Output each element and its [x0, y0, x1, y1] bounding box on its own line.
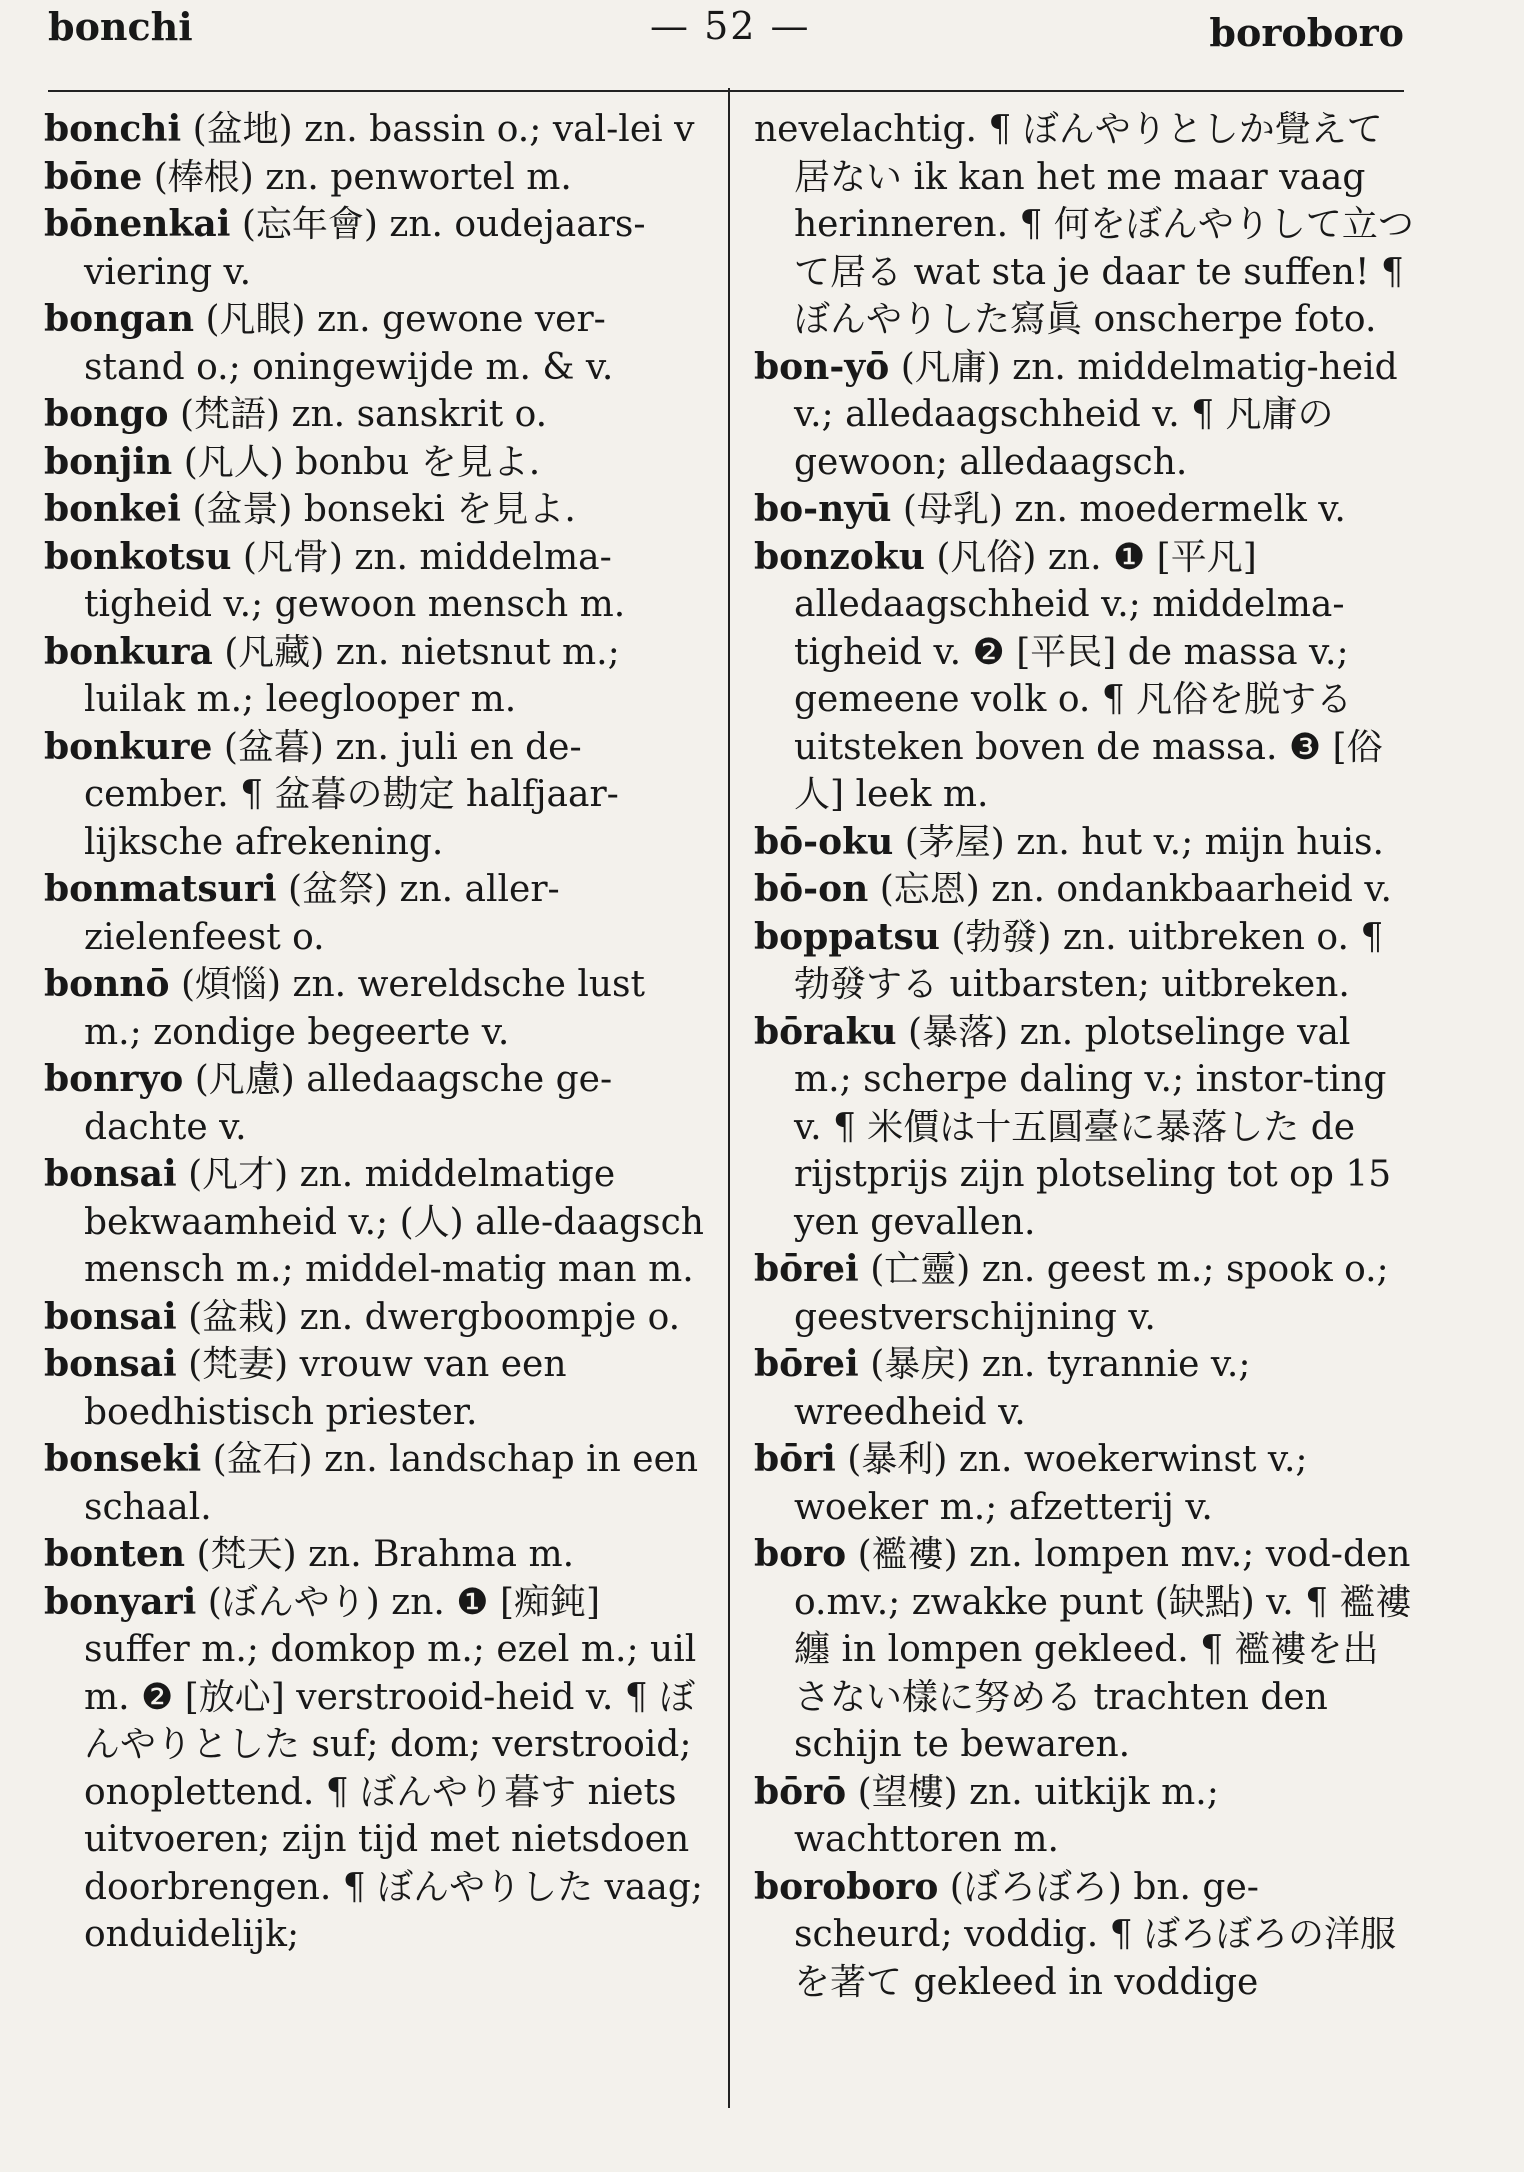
definition: (暴落) zn. plotselinge val m.; scherpe daling v.; instor-ting v. ¶ 米價は十五圓臺に暴落した de rijstprijs zijn plotseling tot op 15 yen gevallen.: [794, 1011, 1392, 1243]
definition: (忘年會) zn. oudejaars-viering v.: [84, 204, 646, 293]
definition: (ぼんやり) zn. ❶ [痴鈍] suffer m.; domkop m.; ezel m.; uil m. ❷ [放心] verstrooid-heid v. ¶ ぼんやりとした suf; dom; verstrooid; onoplettend. ¶ ぼんやり暮す niets uitvoeren; zijn tijd met nietsdoen doorbrengen. ¶ ぼんやりした vaag; onduidelijk;: [84, 1581, 703, 1955]
headword: bonkotsu: [44, 535, 232, 578]
entry: [44, 391, 704, 439]
headword: bonten: [44, 1533, 186, 1575]
definition: (茅屋) zn. hut v.; mijn huis.: [904, 821, 1384, 863]
entry: [44, 1151, 704, 1294]
headword: bonyari: [44, 1580, 197, 1623]
definition: (凡眼) zn. gewone ver-stand o.; oningewijde m. & v.: [84, 299, 614, 388]
headword: bōrei: [754, 1248, 859, 1290]
headword: bō-oku: [754, 820, 894, 863]
entry: [44, 1436, 704, 1531]
headword: bo-nyū: [754, 488, 892, 530]
entry: [44, 106, 704, 154]
headword: bonsai: [44, 1295, 177, 1338]
entry: [44, 1531, 704, 1579]
definition: (襤褸) zn. lompen mv.; vod-den o.mv.; zwakke punt (缺點) v. ¶ 襤褸纏 in lompen gekleed. ¶ 襤褸を出さない樣に努める trachten den schijn te bewaren.: [794, 1534, 1412, 1765]
definition: (盆栽) zn. dwergboompje o.: [188, 1296, 681, 1338]
headword: bonkei: [44, 488, 181, 530]
entry: [754, 1341, 1414, 1436]
definition: (勃發) zn. uitbreken o. ¶ 勃發する uitbarsten; uitbreken.: [794, 916, 1384, 1005]
headword: bonkura: [44, 630, 213, 673]
definition: (凡庸) zn. middelmatig-heid v.; alledaagschheid v. ¶ 凡庸の gewoon; alledaagsch.: [794, 346, 1398, 483]
definition: (暴利) zn. woekerwinst v.; woeker m.; afzetterij v.: [794, 1439, 1308, 1528]
headword: bōrō: [754, 1770, 847, 1813]
definition: (凡才) zn. middelmatige bekwaamheid v.; (人) alle-daagsch mensch m.; middel-matig man m.: [84, 1154, 704, 1290]
entry: [754, 1769, 1414, 1864]
headword: bongan: [44, 298, 195, 340]
headword: bōnenkai: [44, 203, 231, 245]
definition: (亡靈) zn. geest m.; spook o.; geestverschijning v.: [794, 1249, 1389, 1338]
headword: bōraku: [754, 1010, 897, 1053]
definition: (暴戻) zn. tyrannie v.; wreedheid v.: [794, 1344, 1251, 1433]
right-running-head: boroboro: [1209, 10, 1404, 55]
definition: (棒根) zn. penwortel m.: [153, 156, 572, 198]
headword: bongo: [44, 393, 169, 435]
definition: (梵語) zn. sanskrit o.: [180, 394, 548, 435]
definition: (梵妻) vrouw van een boedhistisch priester.: [84, 1344, 567, 1433]
entry: [44, 1341, 704, 1436]
entry: [44, 439, 704, 487]
headword: bon-yō: [754, 345, 890, 388]
headword: boppatsu: [754, 915, 940, 958]
headword: bōne: [44, 155, 143, 198]
definition: (盆景) bonseki を見よ.: [192, 489, 576, 530]
entry: [44, 296, 704, 391]
entry: [754, 344, 1414, 487]
definition: (凡人) bonbu を見よ.: [183, 441, 541, 483]
entry: [44, 1579, 704, 1959]
headword: bonmatsuri: [44, 868, 277, 910]
entry: [754, 1246, 1414, 1341]
headword: boro: [754, 1533, 847, 1575]
headword: bōri: [754, 1438, 836, 1480]
headword: boroboro: [754, 1865, 939, 1908]
headword: bonzoku: [754, 535, 925, 578]
entry: [44, 1294, 704, 1342]
column-divider: [728, 88, 730, 2108]
entry: [754, 534, 1414, 819]
headword: bonchi: [44, 108, 182, 150]
headword: bonseki: [44, 1438, 202, 1480]
headword: bonryo: [44, 1058, 184, 1100]
page-number: — 52 —: [650, 4, 811, 48]
entry: [44, 1056, 704, 1151]
definition: (盆暮) zn. juli en de-cember. ¶ 盆暮の勘定 halfjaar-lijksche afrekening.: [84, 726, 619, 863]
definition: (ぼろぼろ) bn. ge-scheurd; voddig. ¶ ぼろぼろの洋服を著て gekleed in voddige: [794, 1866, 1397, 2003]
entry: [44, 486, 704, 534]
entry: [44, 201, 704, 296]
entry: [754, 486, 1414, 534]
definition: (梵天) zn. Brahma m.: [196, 1534, 575, 1575]
definition: (凡慮) alledaagsche ge-dachte v.: [84, 1059, 613, 1148]
headword: bonnō: [44, 963, 170, 1005]
left-running-head: bonchi: [48, 4, 193, 49]
headword: bonjin: [44, 440, 173, 483]
entry: [754, 866, 1414, 914]
entry: [754, 1864, 1414, 2007]
headword: bō-on: [754, 868, 869, 910]
definition: (凡骨) zn. middelma-tigheid v.; gewoon mensch m.: [84, 536, 626, 625]
entry: [44, 534, 704, 629]
definition: (盆祭) zn. aller-zielenfeest o.: [84, 869, 560, 958]
entry: [754, 1436, 1414, 1531]
headword: bonkure: [44, 725, 213, 768]
definition: (忘恩) zn. ondankbaarheid v.: [879, 869, 1392, 910]
entry: [44, 724, 704, 867]
entry: [754, 1009, 1414, 1247]
entry: [44, 154, 704, 202]
entry: [44, 866, 704, 961]
headword: bonsai: [44, 1153, 177, 1195]
definition: (凡俗) zn. ❶ [平凡] alledaagschheid v.; middelma-tigheid v. ❷ [平民] de massa v.; gemeene volk o. ¶ 凡俗を脱する uitsteken boven de massa. ❸ [俗人] leek m.: [794, 536, 1383, 815]
headword: bōrei: [754, 1343, 859, 1385]
entry: [754, 1531, 1414, 1769]
definition: (凡藏) zn. nietsnut m.; luilak m.; leeglooper m.: [84, 631, 620, 720]
entry: [754, 819, 1414, 867]
entry: [44, 629, 704, 724]
headword: bonsai: [44, 1343, 177, 1385]
definition: (盆地) zn. bassin o.; val-lei v: [192, 109, 695, 150]
definition: nevelachtig. ¶ ぼんやりとしか覺えて居ない ik kan het me maar vaag herinneren. ¶ 何をぼんやりして立つて居る wat sta je daar te suffen! ¶ ぼんやりした寫眞 onscherpe foto.: [754, 109, 1414, 340]
header-rule: [48, 90, 1404, 92]
definition: (煩惱) zn. wereldsche lust m.; zondige begeerte v.: [84, 964, 645, 1053]
entry: [754, 106, 1414, 344]
right-column: [754, 106, 1414, 2006]
definition: (母乳) zn. moedermelk v.: [902, 489, 1346, 530]
entry: [44, 961, 704, 1056]
left-column: [44, 106, 704, 1959]
definition: (望樓) zn. uitkijk m.; wachttoren m.: [794, 1771, 1219, 1860]
definition: (盆石) zn. landschap in een schaal.: [84, 1439, 699, 1528]
entry: [754, 914, 1414, 1009]
page-header: [0, 0, 1524, 84]
